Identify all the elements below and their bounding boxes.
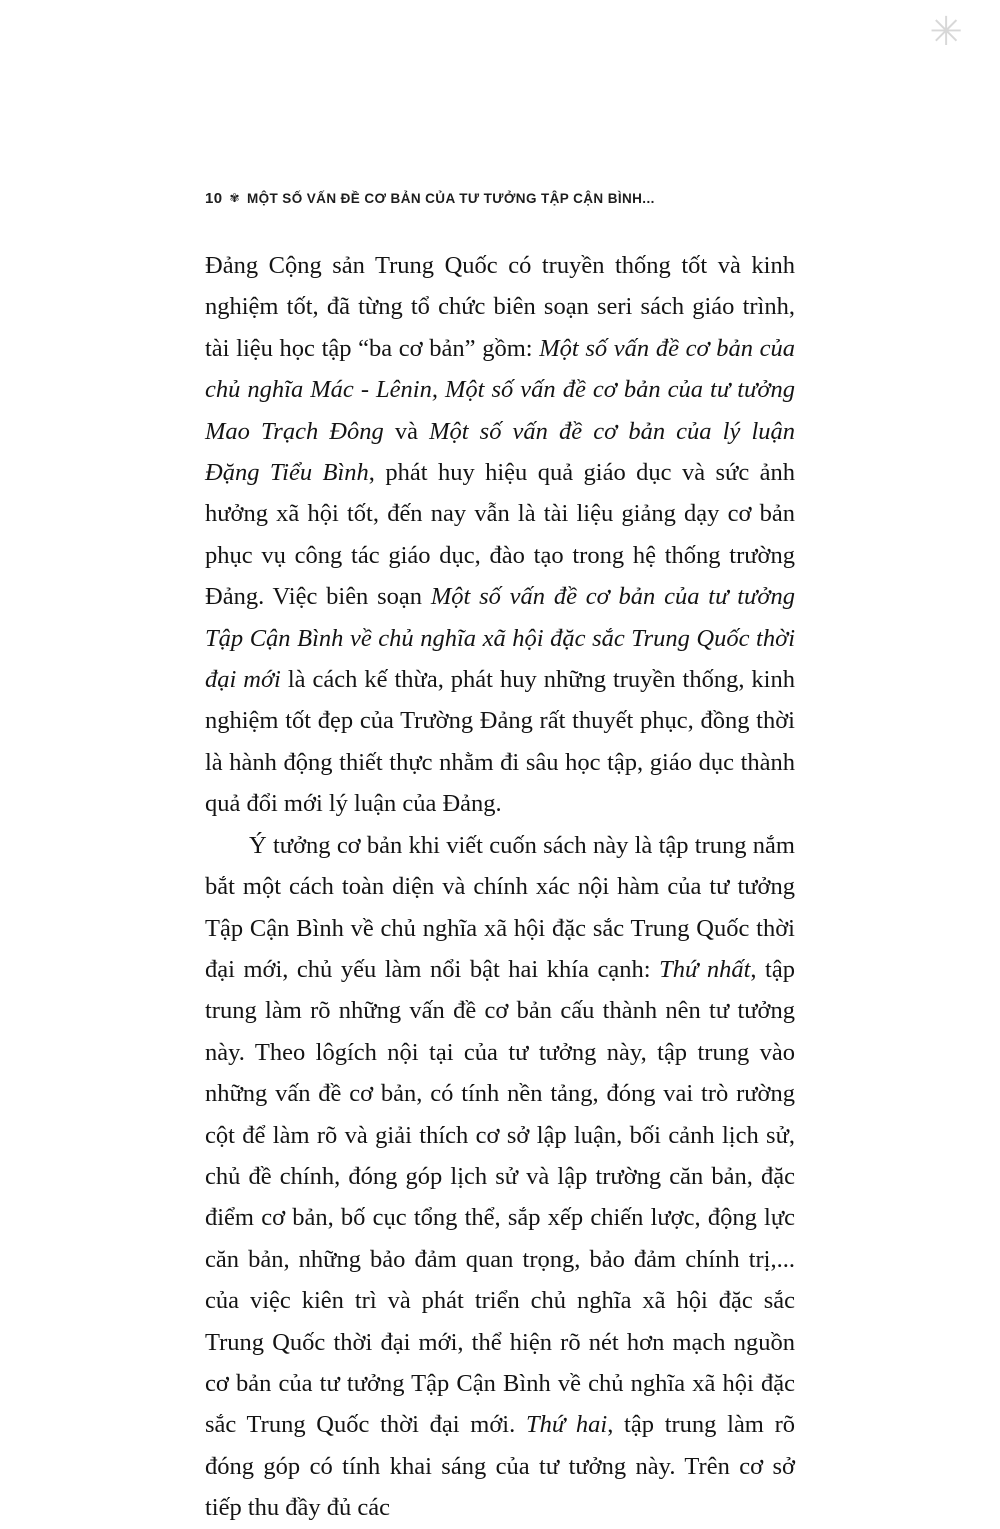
page-number: 10 [205,190,223,207]
text-run: , tập trung làm rõ những vấn đề cơ bản cấu thành nên tư tưởng này. Theo lôgích nội tại của tư tưởng này, tập trung vào những vấn đề cơ bản, có tính nền tảng, đóng vai trò rường cột để làm rõ và giải thích cơ sở lập luận, bối cảnh lịch sử, chủ đề chính, đóng góp lịch sử và lập trường căn bản, đặc điểm cơ bản, bố cục tổng thể, sắp xếp chiến lược, động lực căn bản, những bảo đảm quan trọng, bảo đảm chính trị,... của việc kiên trì và phát triển chủ nghĩa xã hội đặc sắc Trung Quốc thời đại mới, thể hiện rõ nét hơn mạch nguồn cơ bản của tư tưởng Tập Cận Bình về chủ nghĩa xã hội đặc sắc Trung Quốc thời đại mới. [205,955,795,1439]
text-run: là cách kế thừa, phát huy những truyền thống, kinh nghiệm tốt đẹp của Trường Đảng rất thuyết phục, đồng thời là hành động thiết thực nhằm đi sâu học tập, giáo dục thành quả đổi mới lý luận của Đảng. [205,666,795,818]
text-run: , phát huy hiệu quả giáo dục và sức ảnh hưởng xã hội tốt, đến nay vẫn là tài liệu giảng dạy cơ bản phục vụ công tác giáo dục, đào tạo trong hệ thống trường Đảng. Việc biên soạn [205,459,795,611]
italic-title-run: Một số vấn đề cơ bản của chủ nghĩa Mác - Lênin, Một số vấn đề cơ bản của tư tưởng Mao Trạch Đông [205,334,795,445]
italic-title-run: Một số vấn đề cơ bản của tư tưởng Tập Cận Bình về chủ nghĩa xã hội đặc sắc Trung Quốc thời đại mới [205,583,795,694]
text-run: và [383,417,430,445]
italic-title-run: Thứ hai [525,1411,608,1439]
running-head-title: MỘT SỐ VẤN ĐỀ CƠ BẢN CỦA TƯ TƯỞNG TẬP CẬN BÌNH... [246,191,655,206]
paragraph [205,825,795,1529]
body-text [205,245,795,1529]
text-run: Ý tưởng cơ bản khi viết cuốn sách này là tập trung nắm bắt một cách toàn diện và chính xác nội hàm của tư tưởng Tập Cận Bình về chủ nghĩa xã hội đặc sắc Trung Quốc thời đại mới, chủ yếu làm nổi bật hai khía cạnh: [205,831,795,983]
page-content [205,190,795,1529]
italic-title-run: Một số vấn đề cơ bản của lý luận Đặng Tiểu Bình [205,417,795,487]
italic-title-run: Thứ nhất [659,955,751,983]
text-run: , tập trung làm rõ đóng góp có tính khai sáng của tư tưởng này. Trên cơ sở tiếp thu đầy đủ các [205,1411,795,1522]
running-head [205,190,795,207]
flower-ornament-icon: ✾ [229,191,240,205]
paragraph [205,245,795,825]
text-run: Đảng Cộng sản Trung Quốc có truyền thống tốt và kinh nghiệm tốt, đã từng tổ chức biên soạn seri sách giáo trình, tài liệu học tập “ba cơ bản” gồm: [205,252,795,362]
snowflake-ornament-icon: ✳ [929,9,963,55]
